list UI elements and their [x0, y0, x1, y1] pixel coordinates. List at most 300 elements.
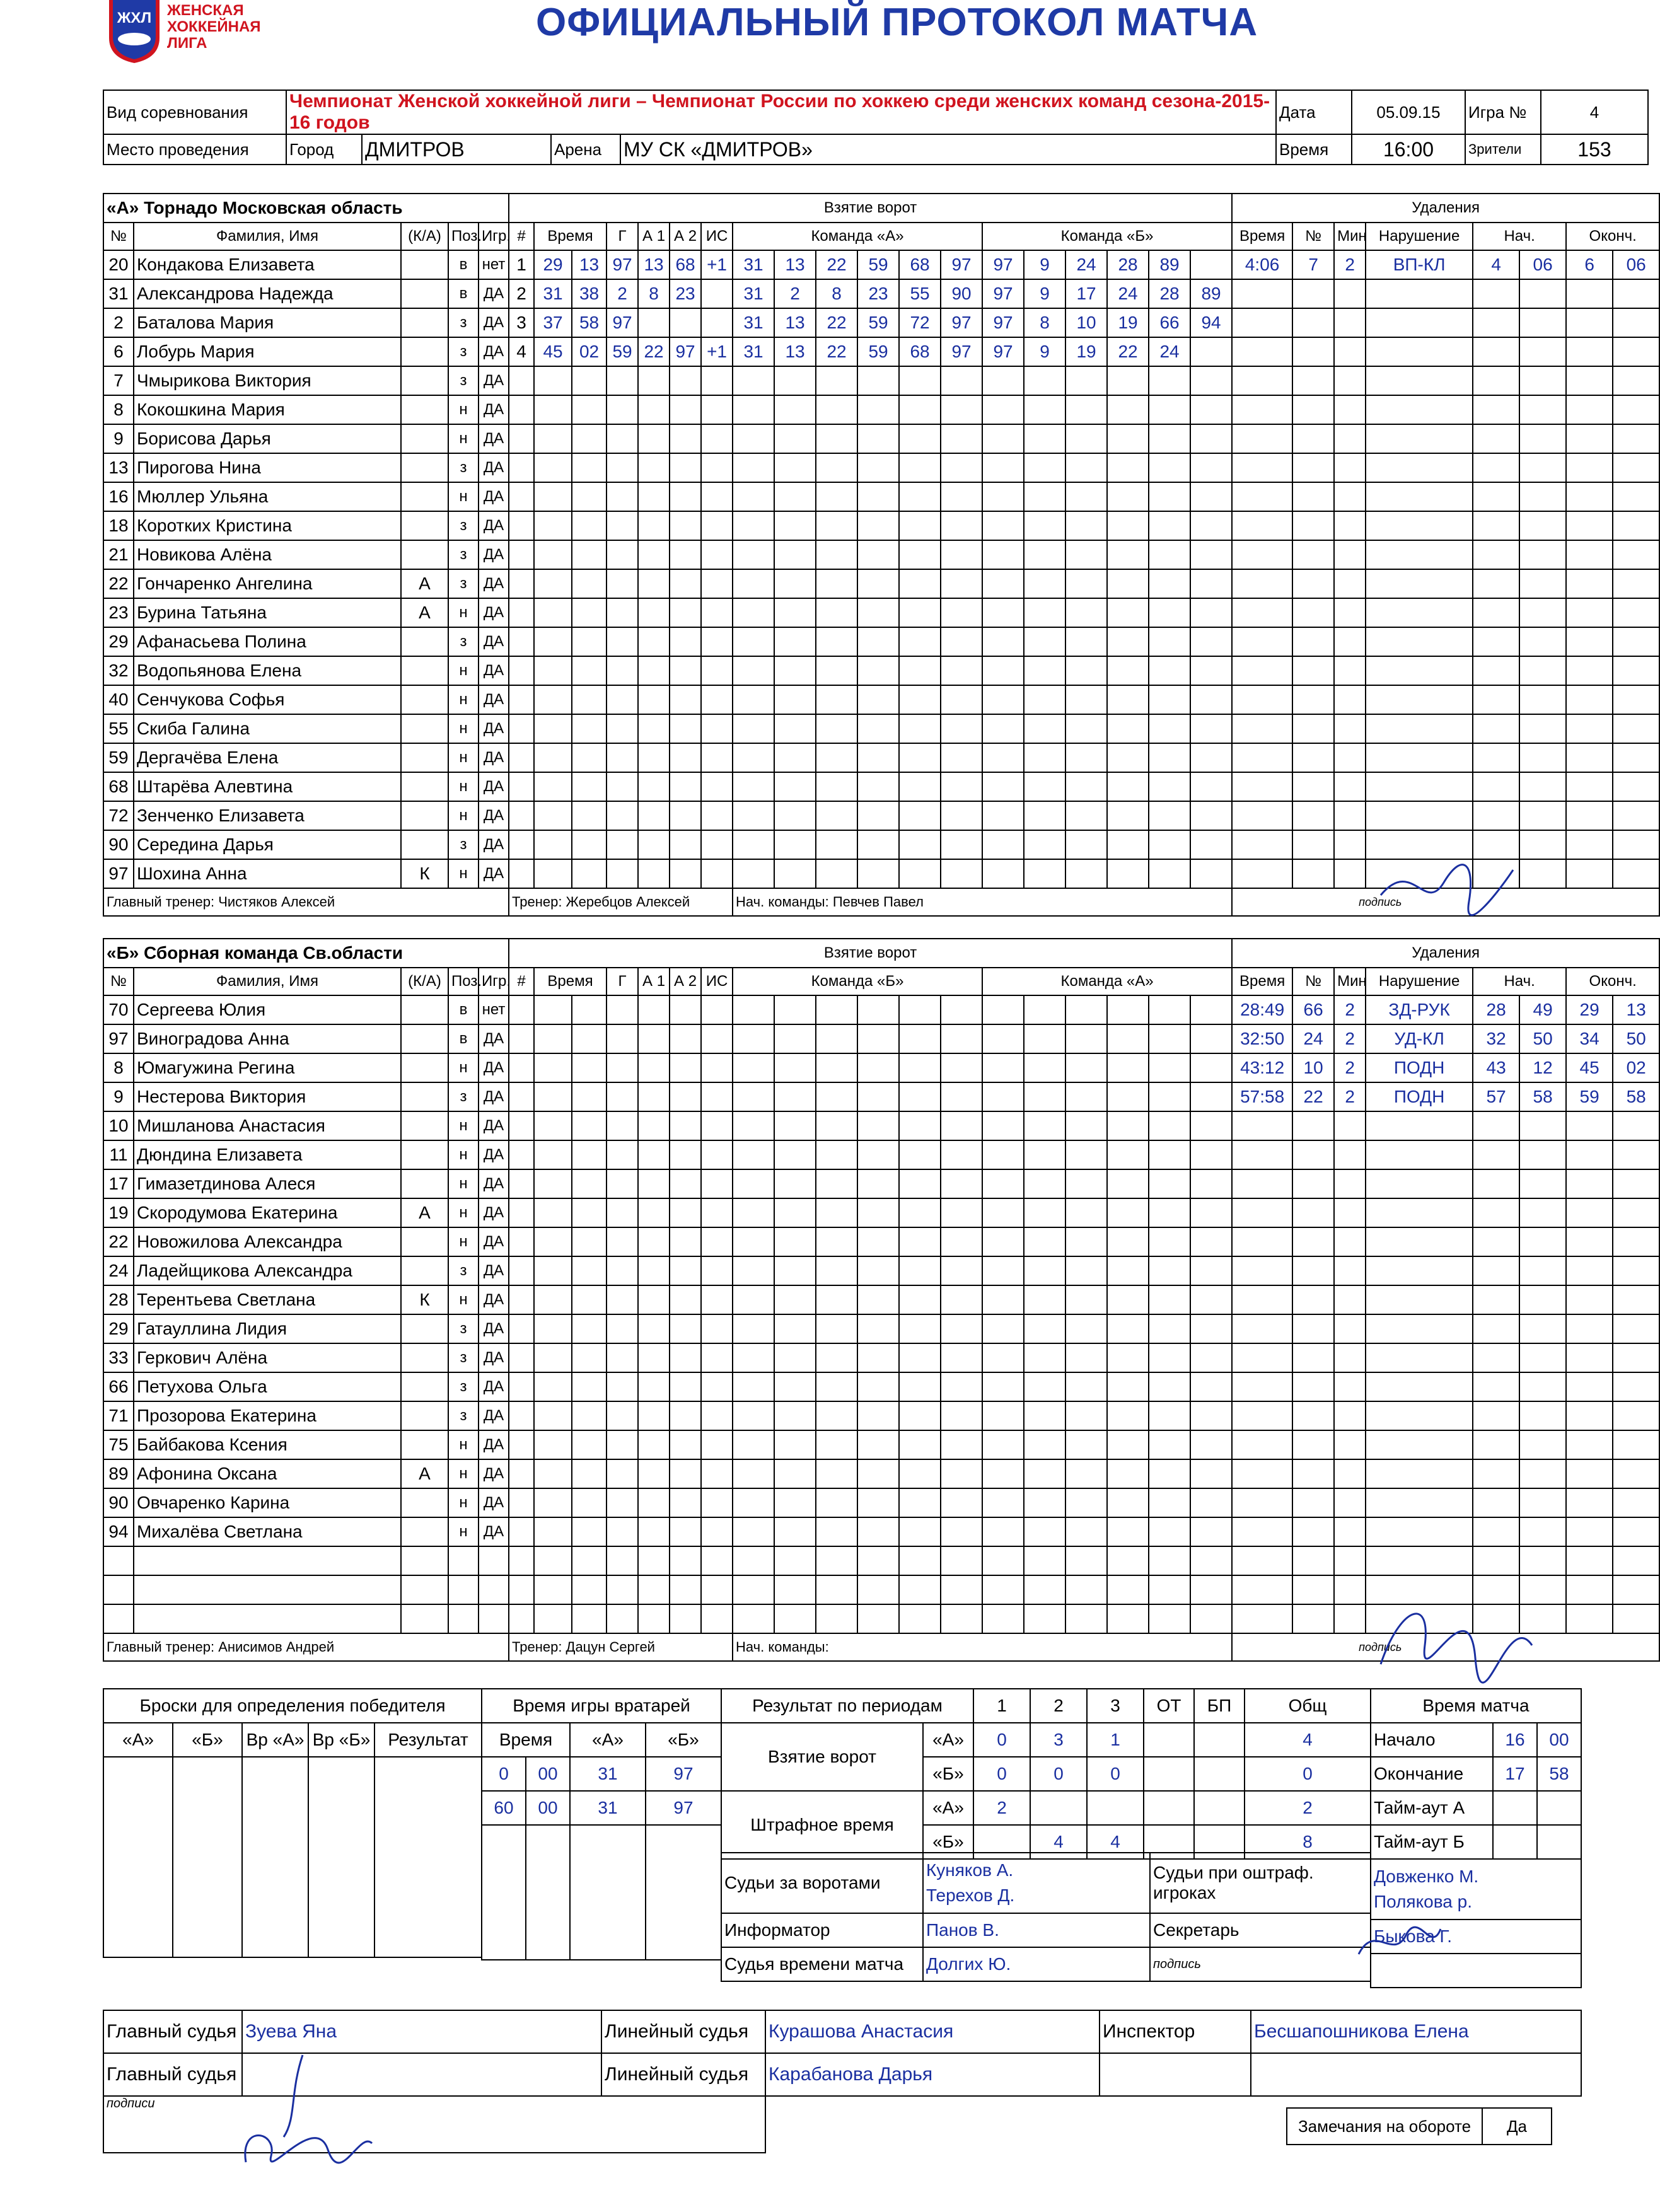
player-number: 22 [103, 569, 134, 598]
pen-cell [1566, 1256, 1613, 1285]
col-onice-opp: Команда «Б» [982, 223, 1232, 250]
player-played [479, 1575, 509, 1604]
goal-cell [701, 511, 733, 540]
pen-cell [1292, 366, 1334, 395]
goal-cell [941, 627, 982, 656]
goal-cell [982, 1053, 1024, 1082]
pen-cell [1232, 1372, 1292, 1401]
player-played: ДА [479, 1111, 509, 1140]
goal-cell [638, 995, 670, 1024]
goal-cell [509, 511, 534, 540]
player-number: 59 [103, 743, 134, 772]
goal-cell [670, 995, 701, 1024]
goal-cell [1190, 366, 1232, 395]
goal-cell [1107, 859, 1149, 888]
goal-cell [941, 395, 982, 424]
onice-opp-player: 89 [1149, 250, 1190, 279]
player-pos: з [448, 337, 479, 366]
goal-cell [572, 569, 607, 598]
date-value: 05.09.15 [1352, 90, 1465, 134]
goal-cell [733, 569, 774, 598]
pen-cell [1334, 569, 1366, 598]
player-pos: н [448, 1285, 479, 1314]
goal-cell [534, 1575, 572, 1604]
goal-a2: 68 [670, 250, 701, 279]
player-played: ДА [479, 1227, 509, 1256]
logo-line3: ЛИГА [167, 35, 207, 52]
col-pen-infraction: Нарушение [1366, 223, 1473, 250]
goal-cell [857, 830, 899, 859]
goal-number: 4 [509, 337, 534, 366]
player-row [103, 1169, 1659, 1198]
goal-cell [1024, 1198, 1065, 1227]
goal-cell [607, 1372, 638, 1401]
pen-cell [1566, 1140, 1613, 1169]
pen-minutes: 2 [1334, 1082, 1366, 1111]
pen-cell [1566, 598, 1613, 627]
timeout-b-label: Тайм-аут Б [1371, 1825, 1493, 1859]
goal-cell [774, 714, 816, 743]
onice-opp-player: 24 [1149, 337, 1190, 366]
periods-table [721, 1688, 1371, 1860]
player-pos: з [448, 627, 479, 656]
goal-min: 37 [534, 308, 572, 337]
pen-cell [1232, 1401, 1292, 1430]
pen-cell [1334, 511, 1366, 540]
goal-cell [638, 540, 670, 569]
pen-cell [1519, 540, 1566, 569]
goal-cell [607, 1314, 638, 1343]
player-pos [448, 1575, 479, 1604]
goal-cell [534, 714, 572, 743]
player-ka [401, 308, 448, 337]
goal-cell [941, 1111, 982, 1140]
goal-cell [1065, 1227, 1107, 1256]
goal-cell [1065, 511, 1107, 540]
goal-cell [701, 685, 733, 714]
goal-cell [982, 714, 1024, 743]
referees-sign-label: подписи [103, 2096, 765, 2153]
team-b-label: «Б» [923, 1757, 973, 1791]
pen-cell [1519, 1459, 1566, 1488]
goal-cell [701, 656, 733, 685]
goal-cell [607, 366, 638, 395]
pen-sec-val: 06 [1260, 255, 1280, 274]
goal-cell [1190, 743, 1232, 772]
player-pos: з [448, 1082, 479, 1111]
pen-cell [1473, 308, 1519, 337]
goal-cell [899, 1517, 941, 1546]
goal-cell [941, 598, 982, 627]
goal-cell [982, 1169, 1024, 1198]
goal-cell [509, 1314, 534, 1343]
pen-cell [1232, 308, 1292, 337]
goal-cell [638, 801, 670, 830]
goal-cell [857, 1488, 899, 1517]
goal-cell [733, 685, 774, 714]
goalie-cell [570, 1825, 646, 1960]
goal-cell [857, 569, 899, 598]
comp-value: Чемпионат Женской хоккейной лиги – Чемпионат России по хоккею среди женских команд сезона-2015-16 годов [286, 90, 1276, 134]
goal-cell [816, 656, 857, 685]
onice-opp-player: 94 [1190, 308, 1232, 337]
onice-own-player: 90 [941, 279, 982, 308]
officials-table [721, 1852, 1371, 1982]
onice-opp-player: 66 [1149, 308, 1190, 337]
goal-cell [857, 1285, 899, 1314]
pen-cell [1473, 511, 1519, 540]
goal-cell [733, 714, 774, 743]
goal-cell [701, 482, 733, 511]
player-pos: н [448, 859, 479, 888]
pen-time: 4:06 [1232, 250, 1292, 279]
goal-cell [638, 395, 670, 424]
player-name: Чмырикова Виктория [134, 366, 401, 395]
goal-cell [982, 1343, 1024, 1372]
player-pos: з [448, 1372, 479, 1401]
player-name: Нестерова Виктория [134, 1082, 401, 1111]
goal-cell [816, 830, 857, 859]
goal-cell [816, 1082, 857, 1111]
goal-cell [941, 772, 982, 801]
pen-cell [1334, 1546, 1366, 1575]
goal-cell [1065, 743, 1107, 772]
goal-cell [638, 366, 670, 395]
goal-cell [1024, 1227, 1065, 1256]
goal-cell [774, 1314, 816, 1343]
onice-opp-player: 24 [1065, 250, 1107, 279]
pen-cell [1613, 1401, 1659, 1430]
shootout-col-vra: Вр «А» [242, 1723, 308, 1757]
pen-cell [1613, 1459, 1659, 1488]
player-played: ДА [479, 1285, 509, 1314]
pen-cell [1292, 1198, 1334, 1227]
goal-cell [1107, 1488, 1149, 1517]
goal-cell [572, 1488, 607, 1517]
goal-cell [733, 1314, 774, 1343]
goal-a1: 13 [638, 250, 670, 279]
goal-cell [509, 685, 534, 714]
goal-cell [733, 1053, 774, 1082]
start-min: 16 [1493, 1723, 1537, 1757]
goal-cell [1149, 1488, 1190, 1517]
goal-cell [1190, 1169, 1232, 1198]
player-name: Пирогова Нина [134, 453, 401, 482]
goal-cell [941, 995, 982, 1024]
player-number: 28 [103, 1285, 134, 1314]
goal-cell [572, 743, 607, 772]
goal-cell [816, 1430, 857, 1459]
goal-cell [572, 1227, 607, 1256]
player-ka: К [401, 859, 448, 888]
goal-cell [572, 1140, 607, 1169]
pen-time: 43:12 [1232, 1053, 1292, 1082]
player-played: ДА [479, 1343, 509, 1372]
goal-cell [899, 995, 941, 1024]
col-ka: (К/А) [401, 968, 448, 995]
col-pen-infraction: Нарушение [1366, 968, 1473, 995]
player-row [103, 511, 1659, 540]
player-number: 72 [103, 801, 134, 830]
pen-cell [1366, 1169, 1473, 1198]
goal-cell [701, 1488, 733, 1517]
goal-cell [1024, 1517, 1065, 1546]
col-goal-g: Г [607, 968, 638, 995]
goal-cell [1024, 1343, 1065, 1372]
player-name [134, 1575, 401, 1604]
goal-cell [816, 1169, 857, 1198]
goal-cell [1024, 801, 1065, 830]
goal-cell [1065, 1546, 1107, 1575]
pen-cell [1613, 1546, 1659, 1575]
player-name: Бурина Татьяна [134, 598, 401, 627]
player-number: 19 [103, 1198, 134, 1227]
timekeeper-value: Долгих Ю. [923, 1947, 1150, 1981]
player-ka: А [401, 569, 448, 598]
goal-cell [1107, 424, 1149, 453]
goal-cell [982, 772, 1024, 801]
goal-cell [670, 1140, 701, 1169]
player-number [103, 1575, 134, 1604]
player-ka [401, 453, 448, 482]
player-ka [401, 995, 448, 1024]
goal-cell [701, 1459, 733, 1488]
goal-cell [607, 1517, 638, 1546]
goal-cell [1065, 1256, 1107, 1285]
pen-b-total: 8 [1245, 1825, 1371, 1859]
goal-cell [1065, 772, 1107, 801]
goal-a1: 22 [638, 337, 670, 366]
goal-cell [1190, 569, 1232, 598]
goal-cell [1024, 1111, 1065, 1140]
pen-cell [1519, 714, 1566, 743]
goal-cell [733, 1459, 774, 1488]
goal-cell [857, 1256, 899, 1285]
goal-cell [941, 830, 982, 859]
goal-cell [941, 424, 982, 453]
pen-cell [1292, 511, 1334, 540]
goal-cell [774, 1401, 816, 1430]
timeout-a-sec [1537, 1791, 1581, 1825]
goal-cell [1149, 453, 1190, 482]
goal-cell [733, 540, 774, 569]
pen-cell [1613, 1140, 1659, 1169]
header-table [103, 90, 1649, 165]
pen-end-min: 45 [1566, 1053, 1613, 1082]
goal-cell [816, 1604, 857, 1633]
goal-cell [774, 366, 816, 395]
goal-cell [1065, 453, 1107, 482]
pen-cell [1613, 772, 1659, 801]
goal-cell [534, 772, 572, 801]
goal-cell [982, 569, 1024, 598]
col-num: № [103, 968, 134, 995]
pen-cell [1292, 685, 1334, 714]
goal-cell [1190, 801, 1232, 830]
pen-cell [1292, 1111, 1334, 1140]
goal-g: 97 [607, 250, 638, 279]
goal-cell [899, 1459, 941, 1488]
goal-cell [982, 1459, 1024, 1488]
pen-infraction: ВП-КЛ [1366, 250, 1473, 279]
goals-a-bp [1194, 1723, 1245, 1757]
goal-cell [509, 482, 534, 511]
goal-cell [982, 1285, 1024, 1314]
goal-cell [774, 1604, 816, 1633]
goal-cell [899, 1430, 941, 1459]
goal-cell [670, 1604, 701, 1633]
player-ka [401, 772, 448, 801]
goal-cell [572, 995, 607, 1024]
goal-cell [1065, 569, 1107, 598]
goal-cell [857, 366, 899, 395]
goal-g: 59 [607, 337, 638, 366]
goal-cell [607, 772, 638, 801]
goal-cell [509, 1256, 534, 1285]
goal-cell [733, 830, 774, 859]
player-row [103, 1430, 1659, 1459]
player-name: Мюллер Ульяна [134, 482, 401, 511]
goal-cell [607, 656, 638, 685]
onice-opp-player: 24 [1107, 279, 1149, 308]
goals-b-p2: 0 [1030, 1757, 1087, 1791]
goal-cell [701, 1401, 733, 1430]
col-pen-min: Мин [1334, 968, 1366, 995]
pen-cell [1232, 540, 1292, 569]
timeout-b-sec [1537, 1825, 1581, 1859]
goal-cell [534, 1488, 572, 1517]
goals-a-p1: 0 [973, 1723, 1030, 1757]
goal-cell [1065, 1024, 1107, 1053]
goal-cell [638, 1111, 670, 1140]
player-ka [401, 1488, 448, 1517]
goal-cell [1107, 569, 1149, 598]
pen-cell [1613, 482, 1659, 511]
goal-cell [1149, 1459, 1190, 1488]
pen-cell [1613, 1343, 1659, 1372]
player-played: ДА [479, 1256, 509, 1285]
shootout-col-b: «Б» [173, 1723, 242, 1757]
goal-cell [1107, 1372, 1149, 1401]
goal-cell [899, 801, 941, 830]
goal-cell [1065, 995, 1107, 1024]
goal-cell [572, 627, 607, 656]
player-played: ДА [479, 1169, 509, 1198]
goal-cell [774, 598, 816, 627]
goal-cell [1190, 1343, 1232, 1372]
goal-cell [1107, 511, 1149, 540]
onice-own-player: 59 [857, 250, 899, 279]
pen-cell [1292, 482, 1334, 511]
logo-line1: ЖЕНСКАЯ [167, 2, 244, 19]
player-name: Кондакова Елизавета [134, 250, 401, 279]
pen-cell [1232, 1256, 1292, 1285]
goals-b-bp [1194, 1757, 1245, 1791]
player-played: ДА [479, 1459, 509, 1488]
pen-cell [1334, 830, 1366, 859]
goal-cell [1065, 1401, 1107, 1430]
col-pen-no: № [1292, 223, 1334, 250]
goal-cell [572, 1575, 607, 1604]
goal-min: 29 [534, 250, 572, 279]
player-name: Гатауллина Лидия [134, 1314, 401, 1343]
team-chief: Нач. команды: [733, 1633, 1232, 1661]
goal-cell [670, 569, 701, 598]
penalty-label: Штрафное время [721, 1791, 923, 1859]
pen-cell [1613, 1517, 1659, 1546]
onice-opp-player: 10 [1065, 308, 1107, 337]
pen-cell [1292, 598, 1334, 627]
goal-cell [638, 569, 670, 598]
pen-cell [1473, 1430, 1519, 1459]
pen-time: 28:49 [1232, 995, 1292, 1024]
goal-is: +1 [701, 337, 733, 366]
goal-cell [509, 569, 534, 598]
goal-cell [701, 1053, 733, 1082]
player-ka [401, 366, 448, 395]
team-chief: Нач. команды: Певчев Павел [733, 888, 1232, 916]
goal-cell [572, 1169, 607, 1198]
goal-cell [1065, 1140, 1107, 1169]
goal-cell [534, 1314, 572, 1343]
goal-cell [670, 395, 701, 424]
onice-opp-player: 9 [1024, 279, 1065, 308]
goal-cell [670, 540, 701, 569]
player-name: Баталова Мария [134, 308, 401, 337]
goal-cell [1149, 995, 1190, 1024]
goal-cell [670, 714, 701, 743]
player-played: ДА [479, 1314, 509, 1343]
end-sec: 58 [1537, 1757, 1581, 1791]
onice-own-player: 72 [899, 308, 941, 337]
goal-cell [572, 714, 607, 743]
goal-cell [774, 540, 816, 569]
player-ka [401, 540, 448, 569]
goal-cell [670, 1546, 701, 1575]
player-number: 23 [103, 598, 134, 627]
player-number: 94 [103, 1517, 134, 1546]
player-pos: в [448, 250, 479, 279]
pen-cell [1566, 1111, 1613, 1140]
pen-sec-val: 49 [1265, 1000, 1285, 1019]
comp-label: Вид соревнования [103, 90, 286, 134]
goal-cell [1190, 995, 1232, 1024]
player-name: Прозорова Екатерина [134, 1401, 401, 1430]
goal-cell [534, 1459, 572, 1488]
pen-cell [1613, 279, 1659, 308]
goal-cell [1149, 830, 1190, 859]
goal-cell [941, 1604, 982, 1633]
main-referee-1: Зуева Яна [242, 2010, 601, 2053]
player-ka [401, 1169, 448, 1198]
player-row [103, 801, 1659, 830]
goal-cell [509, 540, 534, 569]
pen-cell [1366, 1285, 1473, 1314]
pen-cell [1292, 337, 1334, 366]
goal-cell [1190, 1082, 1232, 1111]
goal-cell [774, 627, 816, 656]
goal-cell [509, 859, 534, 888]
pen-cell [1366, 1488, 1473, 1517]
goals-label: Взятие ворот [721, 1723, 923, 1791]
goal-cell [534, 743, 572, 772]
onice-own-player: 23 [857, 279, 899, 308]
goal-cell [572, 1053, 607, 1082]
player-played: ДА [479, 1082, 509, 1111]
player-played: ДА [479, 627, 509, 656]
player-row [103, 1111, 1659, 1140]
goal-cell [1190, 453, 1232, 482]
